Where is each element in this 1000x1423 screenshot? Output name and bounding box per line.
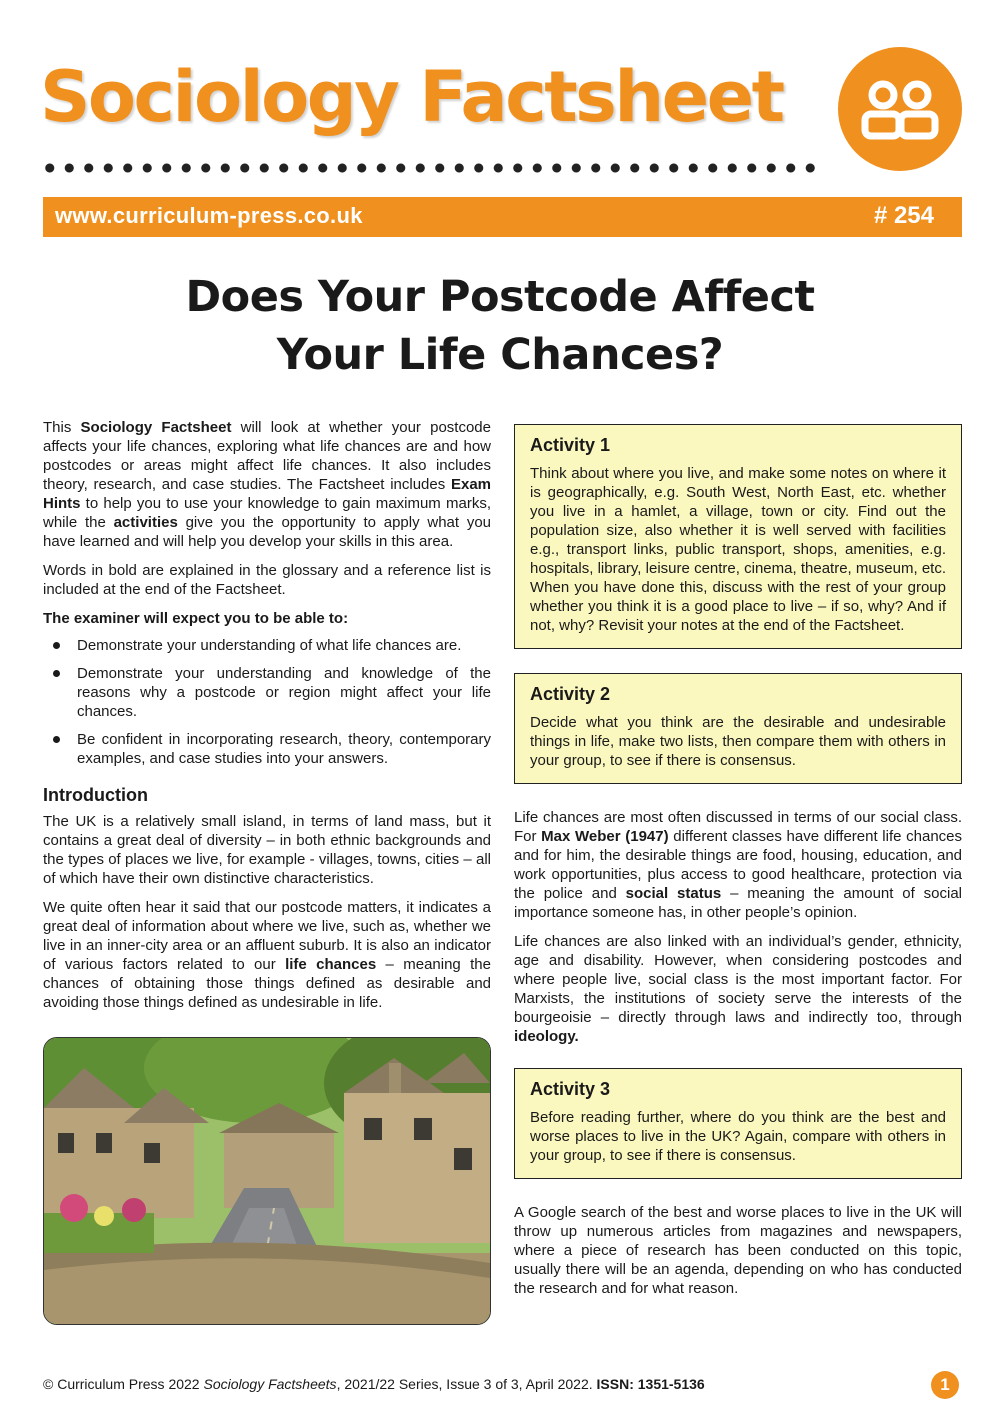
activity-box <box>514 1068 962 1179</box>
list-item: Demonstrate your understanding and knowledge of the reasons why a postcode or region might affect your life chances. <box>43 664 491 721</box>
issue-number: # 254 <box>873 202 934 229</box>
bold-term: life chances <box>285 956 377 973</box>
bold-term: ISSN: 1351-5136 <box>596 1376 705 1392</box>
introduction-paragraph-2: We quite often hear it said that our postcode matters, it indicates a great deal of information about where we live, such as, whether we live in an inner-city area or an affluent suburb. It is also an indicator of various factors related to our life chances – meaning the chances of obtaining those things defined as desirable and avoiding those things defined as undesirable in life. <box>43 899 491 1011</box>
right-column <box>514 424 962 1308</box>
activity-box <box>514 424 962 649</box>
introduction-paragraph-1: The UK is a relatively small island, in terms of land mass, but it contains a great deal of diversity – in both ethnic backgrounds and the types of places we live, for example - villages, towns, cities – all of which have their own distinctive characteristics. <box>43 813 491 887</box>
bold-term: Max Weber (1947) <box>541 828 669 845</box>
left-column <box>43 418 491 1022</box>
intro-paragraph: This Sociology Factsheet will look at whether your postcode affects your life chances, exploring what life chances are and how postcodes or areas might affect life chances. It also includes theory, research, and case studies. The Factsheet includes Exam Hints to help you to use your knowledge to gain maximum marks, while the activities give you the opportunity to apply what you have learned and will help you develop your skills in this area. <box>43 419 491 550</box>
activity-title: Activity 2 <box>530 684 611 704</box>
activity-text: Think about where you live, and make some notes on where it is geographically, e.g. South West, North East, etc. whether you live in a hamlet, a village, town or city. Find out the population size, also whether it is well served with facilities e.g., transport links, public transport, shops, amenities, e.g. hospitals, library, leisure centre, cinema, theatre, museum, etc. When you have done this, discuss with the rest of your group whether you think it is a good place to live – if so, why? And if not, why? Revisit your notes at the end of the Factsheet. <box>530 465 946 634</box>
village-photo <box>43 1037 491 1325</box>
bold-term: Sociology Factsheet <box>80 419 232 436</box>
brand-title: Sociology Factsheet <box>40 56 783 138</box>
people-group-icon <box>838 47 962 171</box>
page-number: 1 <box>931 1371 959 1399</box>
document-title <box>100 268 900 384</box>
examiner-heading: The examiner will expect you to be able to: <box>43 610 349 627</box>
dotted-divider <box>40 160 825 176</box>
google-search-paragraph: A Google search of the best and worse places to live in the UK will throw up numerous articles from magazines and newspapers, where a piece of research has been conducted on this topic, usually there will be an agenda, depending on who has conducted the research and for what reason. <box>514 1204 962 1297</box>
activity-box <box>514 673 962 784</box>
bold-term: ideology. <box>514 1028 579 1045</box>
activity-title: Activity 3 <box>530 1079 611 1099</box>
bold-term: Exam Hints <box>43 476 491 512</box>
title-line-1: Does Your Postcode Affect <box>185 272 815 322</box>
website-link[interactable]: www.curriculum-press.co.uk <box>55 203 363 228</box>
glossary-note: Words in bold are explained in the glossary and a reference list is included at the end of the Factsheet. <box>43 562 491 598</box>
weber-paragraph: Life chances are most often discussed in terms of our social class. For Max Weber (1947) different classes have different life chances and for him, the desirable things are food, housing, education, and work opportunities, plus access to good healthcare, protection via the police and social status – meaning the amount of social importance someone has, in other people’s opinion. <box>514 809 963 921</box>
activity-text: Decide what you think are the desirable and undesirable things in life, make two lists, then compare them with others in your group, to see if there is consensus. <box>530 714 946 769</box>
list-item: Be confident in incorporating research, theory, contemporary examples, and case studies into your answers. <box>43 730 491 768</box>
footer-copyright: © Curriculum Press 2022 Sociology Factsheets, 2021/22 Series, Issue 3 of 3, April 2022. ISSN: 1351-5136 <box>43 1376 705 1392</box>
bold-term: activities <box>113 514 178 531</box>
url-bar <box>43 197 962 237</box>
title-line-2: Your Life Chances? <box>276 330 724 380</box>
activity-title: Activity 1 <box>530 435 611 455</box>
activity-text: Before reading further, where do you think are the best and worse places to live in the UK? Again, compare with others in your group, to see if there is consensus. <box>530 1109 946 1164</box>
marxist-paragraph: Life chances are also linked with an individual’s gender, ethnicity, age and disability. However, when considering postcodes and where people live, social class is the most important factor. For Marxists, the institutions of society serve the interests of the bourgeoisie – directly through laws and indirectly too, through ideology. <box>514 933 962 1045</box>
list-item: Demonstrate your understanding of what life chances are. <box>43 636 491 655</box>
introduction-heading: Introduction <box>43 785 148 805</box>
italic-term: Sociology Factsheets <box>203 1376 337 1392</box>
examiner-list <box>43 636 491 768</box>
bold-term: social status <box>625 885 722 902</box>
logo-badge <box>838 47 962 171</box>
